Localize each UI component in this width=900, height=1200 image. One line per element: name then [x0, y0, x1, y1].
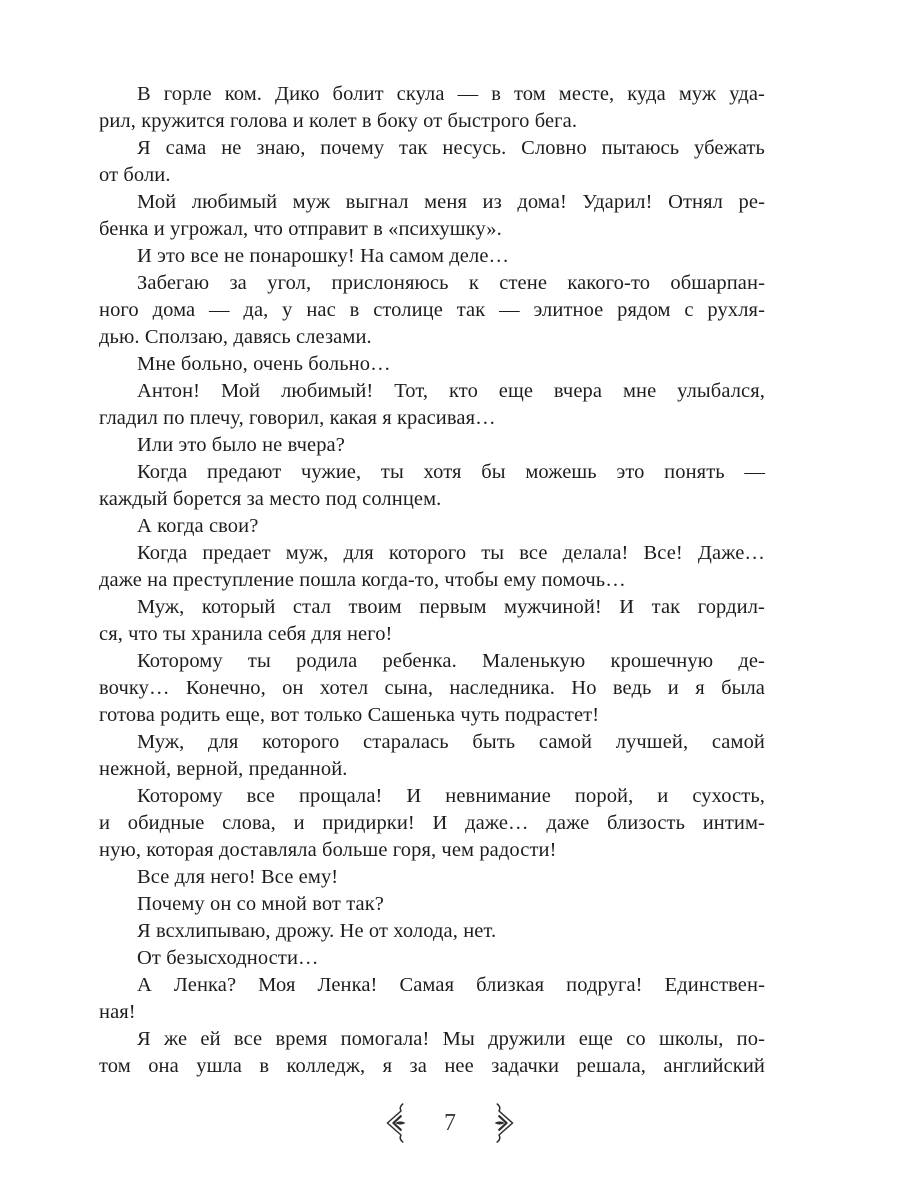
text-line: ная! [99, 1001, 136, 1023]
text-line: А Ленка? Моя Ленка! Самая близкая подруга! Единствен- [137, 974, 765, 996]
text-line: В горле ком. Дико болит скула — в том месте, куда муж уда- [137, 83, 765, 105]
text-line: Которому все прощала! И невнимание порой, и сухость, [137, 785, 765, 807]
text-line: Когда предает муж, для которого ты все делала! Все! Даже… [137, 542, 765, 564]
text-line: даже на преступление пошла когда-то, чтобы ему помочь… [99, 569, 626, 591]
text-line: Я всхлипываю, дрожу. Не от холода, нет. [137, 920, 497, 942]
text-line: Я сама не знаю, почему так несусь. Словно пытаюсь убежать [137, 137, 765, 159]
text-line: Муж, который стал твоим первым мужчиной! И так гордил- [137, 596, 765, 618]
text-line: Антон! Мой любимый! Тот, кто еще вчера мне улыбался, [137, 380, 765, 402]
text-line: вочку… Конечно, он хотел сына, наследника. Но ведь и я была [99, 677, 765, 699]
text-line: Я же ей все время помогала! Мы дружили еще со школы, по- [137, 1028, 765, 1050]
text-line: И это все не понарошку! На самом деле… [137, 245, 510, 267]
text-line: готова родить еще, вот только Сашенька чуть подрастет! [99, 704, 600, 726]
text-line: Когда предают чужие, ты хотя бы можешь это понять — [137, 461, 765, 483]
text-line: дью. Сползаю, давясь слезами. [99, 326, 372, 348]
text-line: Забегаю за угол, прислоняюсь к стене какого-то обшарпан- [137, 272, 765, 294]
text-line: рил, кружится голова и колет в боку от быстрого бега. [99, 110, 578, 132]
text-line: От безысходности… [137, 947, 319, 969]
text-line: Почему он со мной вот так? [137, 893, 384, 915]
text-line: А когда свои? [137, 515, 259, 537]
text-line: и обидные слова, и придирки! И даже… даже близость интим- [99, 812, 765, 834]
text-line: Все для него! Все ему! [137, 866, 339, 888]
text-line: Или это было не вчера? [137, 434, 345, 456]
text-line: бенка и угрожал, что отправит в «психушку». [99, 218, 502, 240]
text-line: Мне больно, очень больно… [137, 353, 391, 375]
text-line: от боли. [99, 164, 171, 186]
text-line: ного дома — да, у нас в столице так — элитное рядом с рухля- [99, 299, 765, 321]
text-line: том она ушла в колледж, я за нее задачки решала, английский [99, 1055, 765, 1077]
text-line: ную, которая доставляла больше горя, чем радости! [99, 839, 557, 861]
text-line: Которому ты родила ребенка. Маленькую крошечную де- [137, 650, 765, 672]
page-footer [0, 1098, 900, 1148]
text-line: гладил по плечу, говорил, какая я красивая… [99, 407, 496, 429]
text-line: Мой любимый муж выгнал меня из дома! Ударил! Отнял ре- [137, 191, 765, 213]
chevron-eye-left-icon [386, 1101, 406, 1145]
chevron-eye-right-icon [494, 1101, 514, 1145]
text-line: ся, что ты хранила себя для него! [99, 623, 393, 645]
text-line: каждый борется за место под солнцем. [99, 488, 442, 510]
page-text [99, 81, 765, 1080]
text-line: нежной, верной, преданной. [99, 758, 348, 780]
page-number: 7 [444, 1110, 456, 1136]
text-line: Муж, для которого старалась быть самой лучшей, самой [137, 731, 765, 753]
